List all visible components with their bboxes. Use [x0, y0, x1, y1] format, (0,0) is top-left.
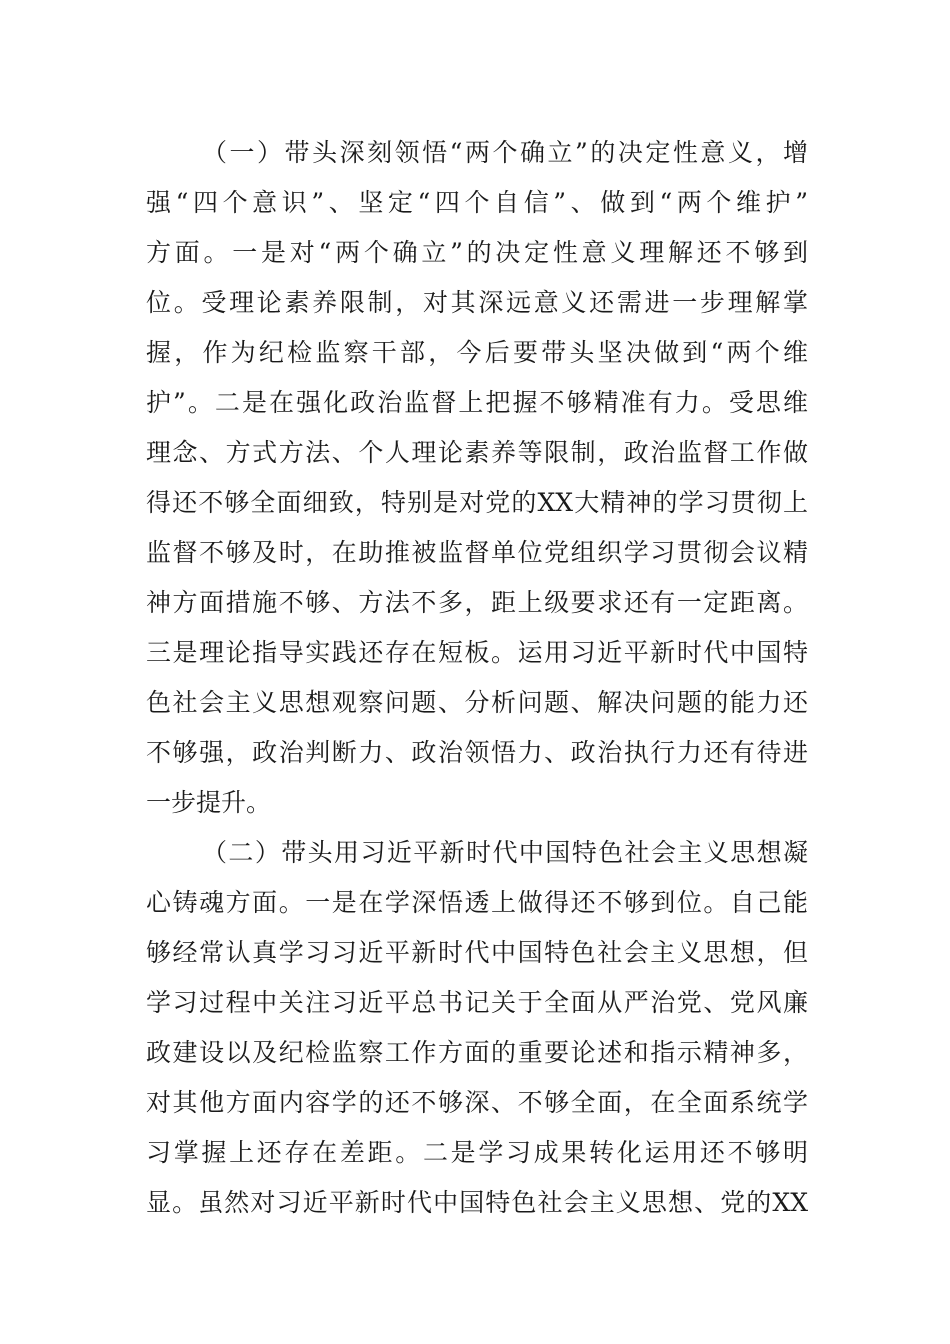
- paragraph-line: 握，作为纪检监察干部，今后要带头坚决做到“两个维: [146, 338, 808, 367]
- paragraph-line: 心铸魂方面。一是在学深悟透上做得还不够到位。自己能: [146, 888, 808, 917]
- paragraph-line: 一步提升。: [146, 788, 272, 817]
- paragraph-2: [146, 828, 808, 1228]
- paragraph-line: 显。虽然对习近平新时代中国特色社会主义思想、党的XX: [146, 1188, 808, 1217]
- paragraph-line: 色社会主义思想观察问题、分析问题、解决问题的能力还: [146, 688, 808, 717]
- paragraph-line: 政建设以及纪检监察工作方面的重要论述和指示精神多，: [146, 1038, 808, 1067]
- paragraph-1: [146, 128, 808, 828]
- paragraph-line: （二）带头用习近平新时代中国特色社会主义思想凝: [202, 838, 808, 867]
- paragraph-line: 得还不够全面细致，特别是对党的XX大精神的学习贯彻上: [146, 488, 808, 517]
- document-body: [146, 128, 808, 1228]
- paragraph-line: 理念、方式方法、个人理论素养等限制，政治监督工作做: [146, 438, 808, 467]
- paragraph-line: 位。受理论素养限制，对其深远意义还需进一步理解掌: [146, 288, 808, 317]
- paragraph-line: 强“四个意识”、坚定“四个自信”、做到“两个维护”: [146, 188, 808, 217]
- paragraph-line: 方面。一是对“两个确立”的决定性意义理解还不够到: [146, 238, 808, 267]
- paragraph-line: 护”。二是在强化政治监督上把握不够精准有力。受思维: [146, 388, 808, 417]
- paragraph-line: 够经常认真学习习近平新时代中国特色社会主义思想，但: [146, 938, 808, 967]
- paragraph-line: 不够强，政治判断力、政治领悟力、政治执行力还有待进: [146, 738, 808, 767]
- paragraph-line: （一）带头深刻领悟“两个确立”的决定性意义，增: [202, 138, 808, 167]
- paragraph-line: 习掌握上还存在差距。二是学习成果转化运用还不够明: [146, 1138, 808, 1167]
- paragraph-line: 监督不够及时，在助推被监督单位党组织学习贯彻会议精: [146, 538, 808, 567]
- paragraph-line: 学习过程中关注习近平总书记关于全面从严治党、党风廉: [146, 988, 808, 1017]
- paragraph-line: 对其他方面内容学的还不够深、不够全面，在全面系统学: [146, 1088, 808, 1117]
- paragraph-line: 三是理论指导实践还存在短板。运用习近平新时代中国特: [146, 638, 808, 667]
- paragraph-line: 神方面措施不够、方法不多，距上级要求还有一定距离。: [146, 588, 808, 617]
